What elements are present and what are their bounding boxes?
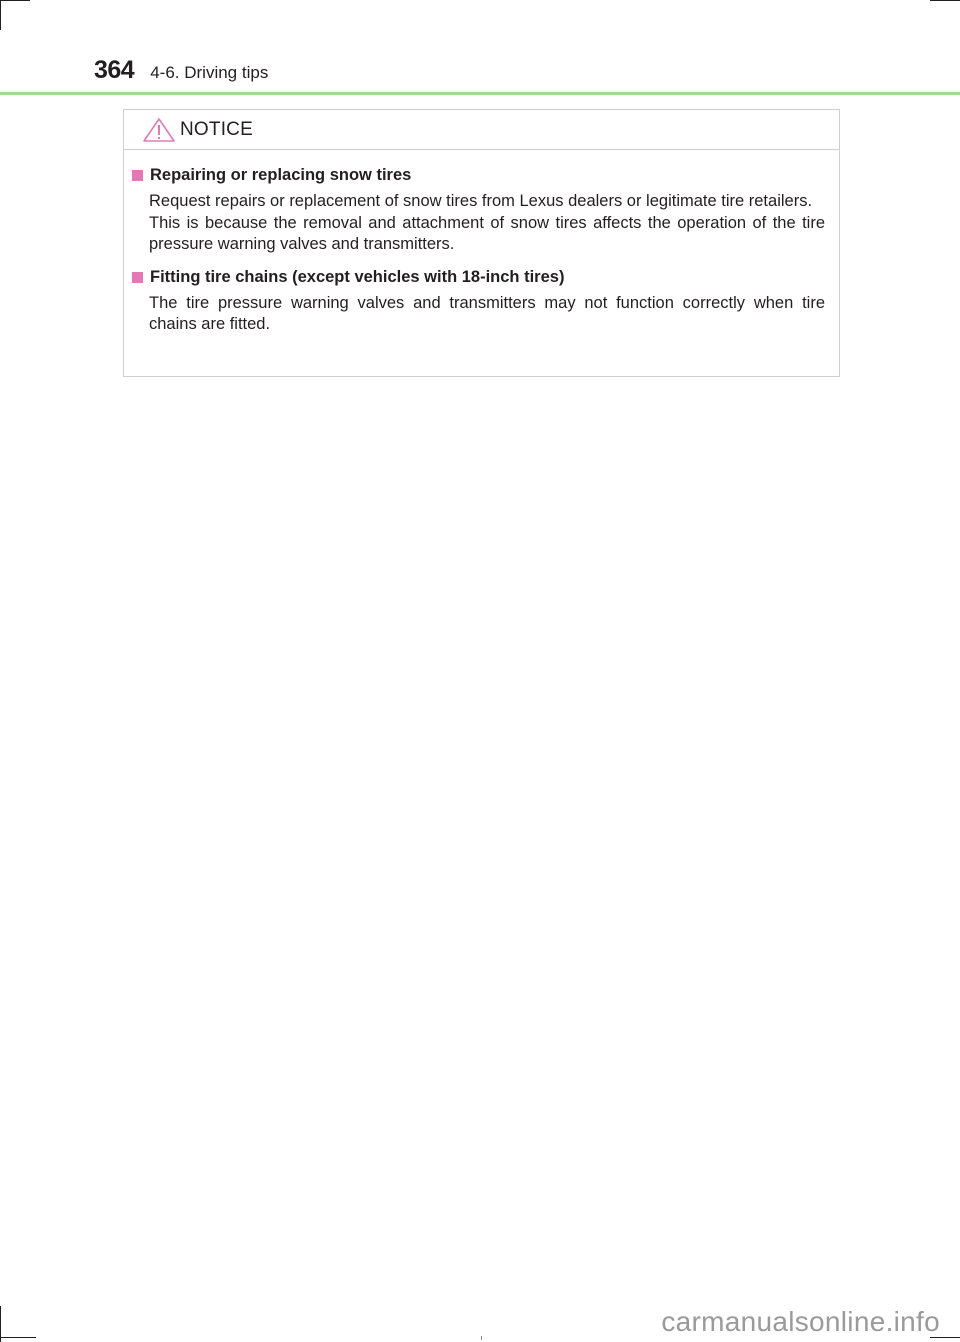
- notice-paragraph: This is because the removal and attachment of snow tires affects the operation of the tire pressure warning valves and transmitters.: [149, 213, 825, 253]
- header-divider: [0, 92, 960, 95]
- page-number: 364: [94, 56, 135, 84]
- crop-mark: [481, 1336, 482, 1340]
- notice-item: [132, 268, 825, 336]
- notice-body: [124, 150, 839, 336]
- watermark: carmanualsonline.info: [661, 1306, 940, 1337]
- notice-item-heading: [132, 268, 825, 287]
- page-header: [94, 56, 268, 85]
- square-bullet-icon: [132, 170, 143, 181]
- notice-paragraph: Request repairs or replacement of snow tires from Lexus dealers or legitimate tire retailers.: [149, 192, 813, 210]
- crop-mark: [0, 0, 1, 30]
- notice-header: [124, 110, 839, 150]
- notice-item-heading-text: Fitting tire chains (except vehicles with 18-inch tires): [150, 267, 565, 286]
- notice-item-heading: [132, 166, 825, 185]
- notice-item: [132, 166, 825, 256]
- notice-paragraph: The tire pressure warning valves and transmitters may not function correctly when tire chains are fitted.: [149, 293, 825, 333]
- warning-triangle-icon: [142, 117, 176, 143]
- crop-mark: [930, 0, 960, 1]
- notice-item-text: [149, 293, 825, 336]
- notice-label: NOTICE: [180, 118, 253, 140]
- notice-item-text: [149, 191, 825, 256]
- section-title: 4-6. Driving tips: [150, 63, 269, 82]
- crop-mark: [0, 0, 30, 1]
- square-bullet-icon: [132, 272, 143, 283]
- notice-box: [123, 109, 840, 377]
- crop-mark: [0, 1337, 36, 1338]
- notice-item-heading-text: Repairing or replacing snow tires: [150, 166, 412, 184]
